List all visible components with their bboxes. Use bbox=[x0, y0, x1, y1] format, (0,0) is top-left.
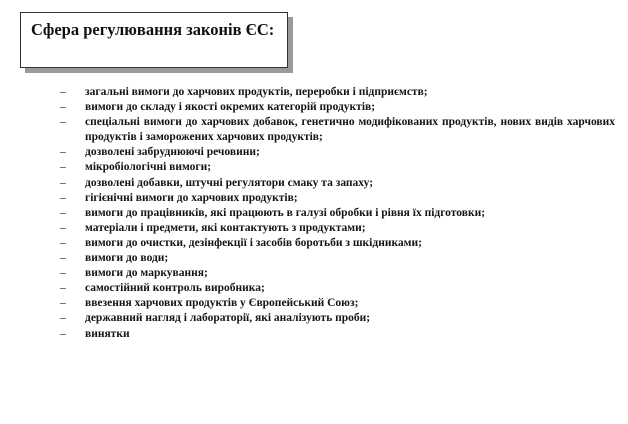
list-item bbox=[58, 236, 615, 251]
list-item-text: матеріали і предмети, які контактують з продуктами; bbox=[85, 221, 366, 234]
bullet-dash: – bbox=[60, 221, 66, 234]
list-item bbox=[58, 327, 615, 342]
list-item-text: державний нагляд і лабораторії, які аналізують проби; bbox=[85, 312, 371, 325]
bullet-dash: – bbox=[60, 282, 66, 295]
bullet-dash: – bbox=[60, 267, 66, 280]
list-item bbox=[58, 206, 615, 221]
bullet-dash: – bbox=[60, 252, 66, 265]
bullet-dash: – bbox=[60, 146, 66, 159]
list-item-text: винятки bbox=[85, 327, 130, 340]
list-item-text: загальні вимоги до харчових продуктів, переробки і підприємств; bbox=[85, 86, 428, 98]
list-item bbox=[58, 281, 615, 296]
list-item bbox=[58, 100, 615, 115]
list-item bbox=[58, 115, 615, 145]
bullet-dash: – bbox=[60, 312, 66, 325]
list-item-text: гігієнічні вимоги до харчових продуктів; bbox=[85, 191, 298, 204]
bullet-dash: – bbox=[60, 176, 66, 189]
list-item-text: дозволені забруднюючі речовини; bbox=[85, 146, 260, 159]
regulation-scope-list bbox=[58, 85, 615, 342]
page-title: Сфера регулювання законів ЄС: bbox=[31, 20, 275, 39]
list-item bbox=[58, 145, 615, 160]
list-item-text: дозволені добавки, штучні регулятори смаку та запаху; bbox=[85, 176, 374, 189]
bullet-dash: – bbox=[60, 206, 66, 219]
list-item bbox=[58, 176, 615, 191]
title-box bbox=[20, 12, 288, 68]
list-item bbox=[58, 296, 615, 311]
bullet-dash: – bbox=[60, 297, 66, 310]
bullet-dash: – bbox=[60, 191, 66, 204]
list-item bbox=[58, 266, 615, 281]
bullet-dash: – bbox=[60, 327, 66, 340]
bullet-dash: – bbox=[60, 161, 66, 174]
list-item-text: спеціальні вимоги до харчових добавок, генетично модифікованих продуктів, нових видів харчових продуктів і заморожених харчових продуктів; bbox=[85, 116, 615, 144]
bullet-dash: – bbox=[60, 116, 66, 129]
list-item-text: вимоги до працівників, які працюють в галузі обробки і рівня їх підготовки; bbox=[85, 206, 486, 219]
list-item bbox=[58, 251, 615, 266]
list-item bbox=[58, 221, 615, 236]
list-item-text: вимоги до складу і якості окремих категорій продуктів; bbox=[85, 101, 376, 114]
list-item-text: вимоги до очистки, дезінфекції і засобів боротьби з шкідниками; bbox=[85, 236, 422, 249]
list-item bbox=[58, 191, 615, 206]
bullet-dash: – bbox=[60, 86, 66, 98]
list-item-text: самостійний контроль виробника; bbox=[85, 282, 265, 295]
list-item-text: вимоги до маркування; bbox=[85, 267, 208, 280]
list-item-text: мікробіологічні вимоги; bbox=[85, 161, 212, 174]
list-item bbox=[58, 85, 615, 100]
bullet-dash: – bbox=[60, 236, 66, 249]
list-item bbox=[58, 311, 615, 326]
bullet-dash: – bbox=[60, 101, 66, 114]
list-item bbox=[58, 160, 615, 175]
list-item-text: ввезення харчових продуктів у Європейський Союз; bbox=[85, 297, 359, 310]
list-item-text: вимоги до води; bbox=[85, 252, 169, 265]
